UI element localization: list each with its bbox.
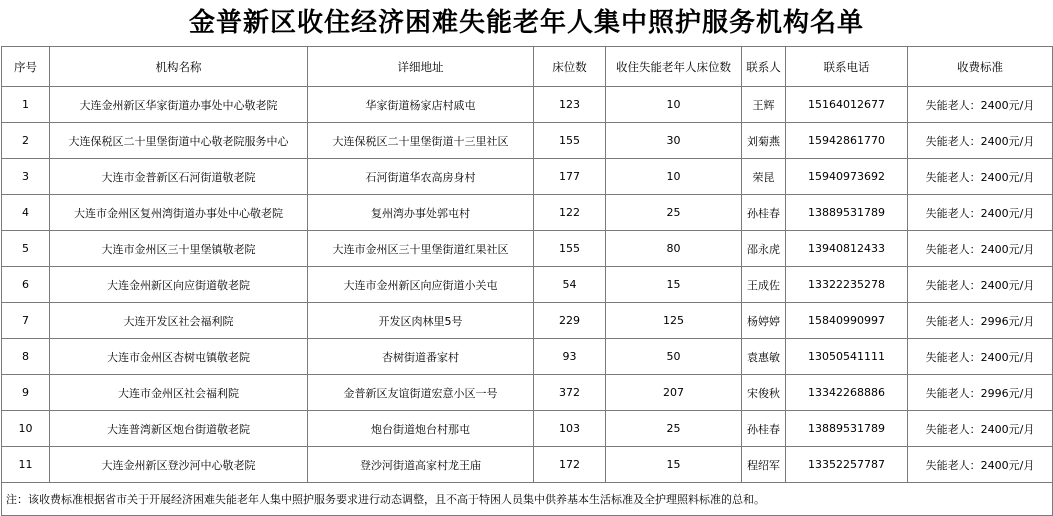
page-title: 金普新区收住经济困难失能老年人集中照护服务机构名单 — [188, 8, 864, 38]
cell-phone: 13940812433 — [786, 231, 908, 267]
table-row — [2, 267, 1053, 303]
cell-address: 杏树街道番家村 — [308, 339, 534, 375]
cell-address: 大连市金州新区向应街道小关屯 — [308, 267, 534, 303]
cell-address: 复州湾办事处郭屯村 — [308, 195, 534, 231]
table-row — [2, 195, 1053, 231]
cell-contact: 宋俊秋 — [742, 375, 786, 411]
header-fee: 收费标准 — [908, 47, 1053, 87]
footnote: 注：该收费标准根据省市关于开展经济困难失能老年人集中照护服务要求进行动态调整，且不高于特困人员集中供养基本生活标准及全护理照料标准的总和。 — [2, 483, 1053, 516]
cell-disabled-beds: 15 — [606, 447, 742, 483]
header-phone: 联系电话 — [786, 47, 908, 87]
cell-no: 2 — [2, 123, 50, 159]
cell-disabled-beds: 30 — [606, 123, 742, 159]
cell-institution-name: 大连保税区二十里堡街道中心敬老院服务中心 — [50, 123, 308, 159]
cell-address: 开发区肉林里5号 — [308, 303, 534, 339]
cell-phone: 15840990997 — [786, 303, 908, 339]
table-row — [2, 339, 1053, 375]
cell-contact: 孙桂春 — [742, 195, 786, 231]
cell-disabled-beds: 125 — [606, 303, 742, 339]
note-row — [2, 483, 1053, 516]
cell-beds: 229 — [534, 303, 606, 339]
table-row — [2, 231, 1053, 267]
table-row — [2, 303, 1053, 339]
cell-phone: 15164012677 — [786, 87, 908, 123]
table-row — [2, 375, 1053, 411]
cell-contact: 袁惠敏 — [742, 339, 786, 375]
cell-no: 1 — [2, 87, 50, 123]
cell-contact: 孙桂春 — [742, 411, 786, 447]
cell-no: 5 — [2, 231, 50, 267]
cell-disabled-beds: 207 — [606, 375, 742, 411]
cell-fee: 失能老人：2400元/月 — [908, 87, 1053, 123]
cell-phone: 13889531789 — [786, 411, 908, 447]
table-row — [2, 159, 1053, 195]
cell-fee: 失能老人：2400元/月 — [908, 411, 1053, 447]
cell-no: 4 — [2, 195, 50, 231]
cell-beds: 155 — [534, 123, 606, 159]
cell-beds: 177 — [534, 159, 606, 195]
header-no: 序号 — [2, 47, 50, 87]
cell-disabled-beds: 25 — [606, 411, 742, 447]
cell-address: 石河街道华农高房身村 — [308, 159, 534, 195]
cell-fee: 失能老人：2400元/月 — [908, 123, 1053, 159]
cell-fee: 失能老人：2400元/月 — [908, 267, 1053, 303]
cell-disabled-beds: 10 — [606, 159, 742, 195]
cell-address: 炮台街道炮台村那屯 — [308, 411, 534, 447]
cell-beds: 103 — [534, 411, 606, 447]
cell-phone: 13322235278 — [786, 267, 908, 303]
cell-phone: 15940973692 — [786, 159, 908, 195]
cell-disabled-beds: 10 — [606, 87, 742, 123]
cell-phone: 13352257787 — [786, 447, 908, 483]
cell-no: 3 — [2, 159, 50, 195]
cell-institution-name: 大连市金州区复州湾街道办事处中心敬老院 — [50, 195, 308, 231]
table-row — [2, 411, 1053, 447]
cell-fee: 失能老人：2400元/月 — [908, 447, 1053, 483]
cell-institution-name: 大连市金州区社会福利院 — [50, 375, 308, 411]
cell-disabled-beds: 25 — [606, 195, 742, 231]
cell-contact: 荣昆 — [742, 159, 786, 195]
cell-fee: 失能老人：2400元/月 — [908, 339, 1053, 375]
cell-institution-name: 大连普湾新区炮台街道敬老院 — [50, 411, 308, 447]
cell-contact: 程绍军 — [742, 447, 786, 483]
cell-institution-name: 大连金州新区登沙河中心敬老院 — [50, 447, 308, 483]
cell-institution-name: 大连开发区社会福利院 — [50, 303, 308, 339]
cell-phone: 13889531789 — [786, 195, 908, 231]
cell-address: 登沙河街道高家村龙王庙 — [308, 447, 534, 483]
cell-beds: 372 — [534, 375, 606, 411]
cell-beds: 122 — [534, 195, 606, 231]
cell-phone: 13342268886 — [786, 375, 908, 411]
cell-address: 华家街道杨家店村戚屯 — [308, 87, 534, 123]
cell-beds: 155 — [534, 231, 606, 267]
cell-no: 9 — [2, 375, 50, 411]
table-body — [2, 47, 1053, 516]
cell-address: 大连市金州区三十里堡街道红果社区 — [308, 231, 534, 267]
table-row — [2, 447, 1053, 483]
cell-disabled-beds: 80 — [606, 231, 742, 267]
cell-beds: 54 — [534, 267, 606, 303]
cell-fee: 失能老人：2400元/月 — [908, 195, 1053, 231]
cell-institution-name: 大连市金普新区石河街道敬老院 — [50, 159, 308, 195]
cell-no: 10 — [2, 411, 50, 447]
cell-fee: 失能老人：2400元/月 — [908, 159, 1053, 195]
cell-fee: 失能老人：2996元/月 — [908, 375, 1053, 411]
cell-institution-name: 大连金州新区向应街道敬老院 — [50, 267, 308, 303]
cell-contact: 王辉 — [742, 87, 786, 123]
cell-beds: 172 — [534, 447, 606, 483]
cell-no: 7 — [2, 303, 50, 339]
cell-fee: 失能老人：2996元/月 — [908, 303, 1053, 339]
cell-no: 8 — [2, 339, 50, 375]
cell-no: 11 — [2, 447, 50, 483]
header-beds: 床位数 — [534, 47, 606, 87]
cell-disabled-beds: 15 — [606, 267, 742, 303]
cell-beds: 93 — [534, 339, 606, 375]
header-disabled-beds: 收住失能老年人床位数 — [606, 47, 742, 87]
cell-institution-name: 大连市金州区三十里堡镇敬老院 — [50, 231, 308, 267]
table-row — [2, 123, 1053, 159]
table-row — [2, 87, 1053, 123]
cell-phone: 13050541111 — [786, 339, 908, 375]
cell-no: 6 — [2, 267, 50, 303]
cell-address: 大连保税区二十里堡街道十三里社区 — [308, 123, 534, 159]
table-header-row — [2, 47, 1053, 87]
cell-fee: 失能老人：2400元/月 — [908, 231, 1053, 267]
institution-table — [1, 46, 1053, 516]
cell-contact: 刘菊燕 — [742, 123, 786, 159]
cell-disabled-beds: 50 — [606, 339, 742, 375]
header-name: 机构名称 — [50, 47, 308, 87]
cell-institution-name: 大连市金州区杏树屯镇敬老院 — [50, 339, 308, 375]
header-address: 详细地址 — [308, 47, 534, 87]
cell-beds: 123 — [534, 87, 606, 123]
cell-contact: 邵永虎 — [742, 231, 786, 267]
cell-phone: 15942861770 — [786, 123, 908, 159]
cell-contact: 杨婷婷 — [742, 303, 786, 339]
cell-institution-name: 大连金州新区华家街道办事处中心敬老院 — [50, 87, 308, 123]
cell-address: 金普新区友谊街道宏意小区一号 — [308, 375, 534, 411]
cell-contact: 王成佐 — [742, 267, 786, 303]
header-contact: 联系人 — [742, 47, 786, 87]
